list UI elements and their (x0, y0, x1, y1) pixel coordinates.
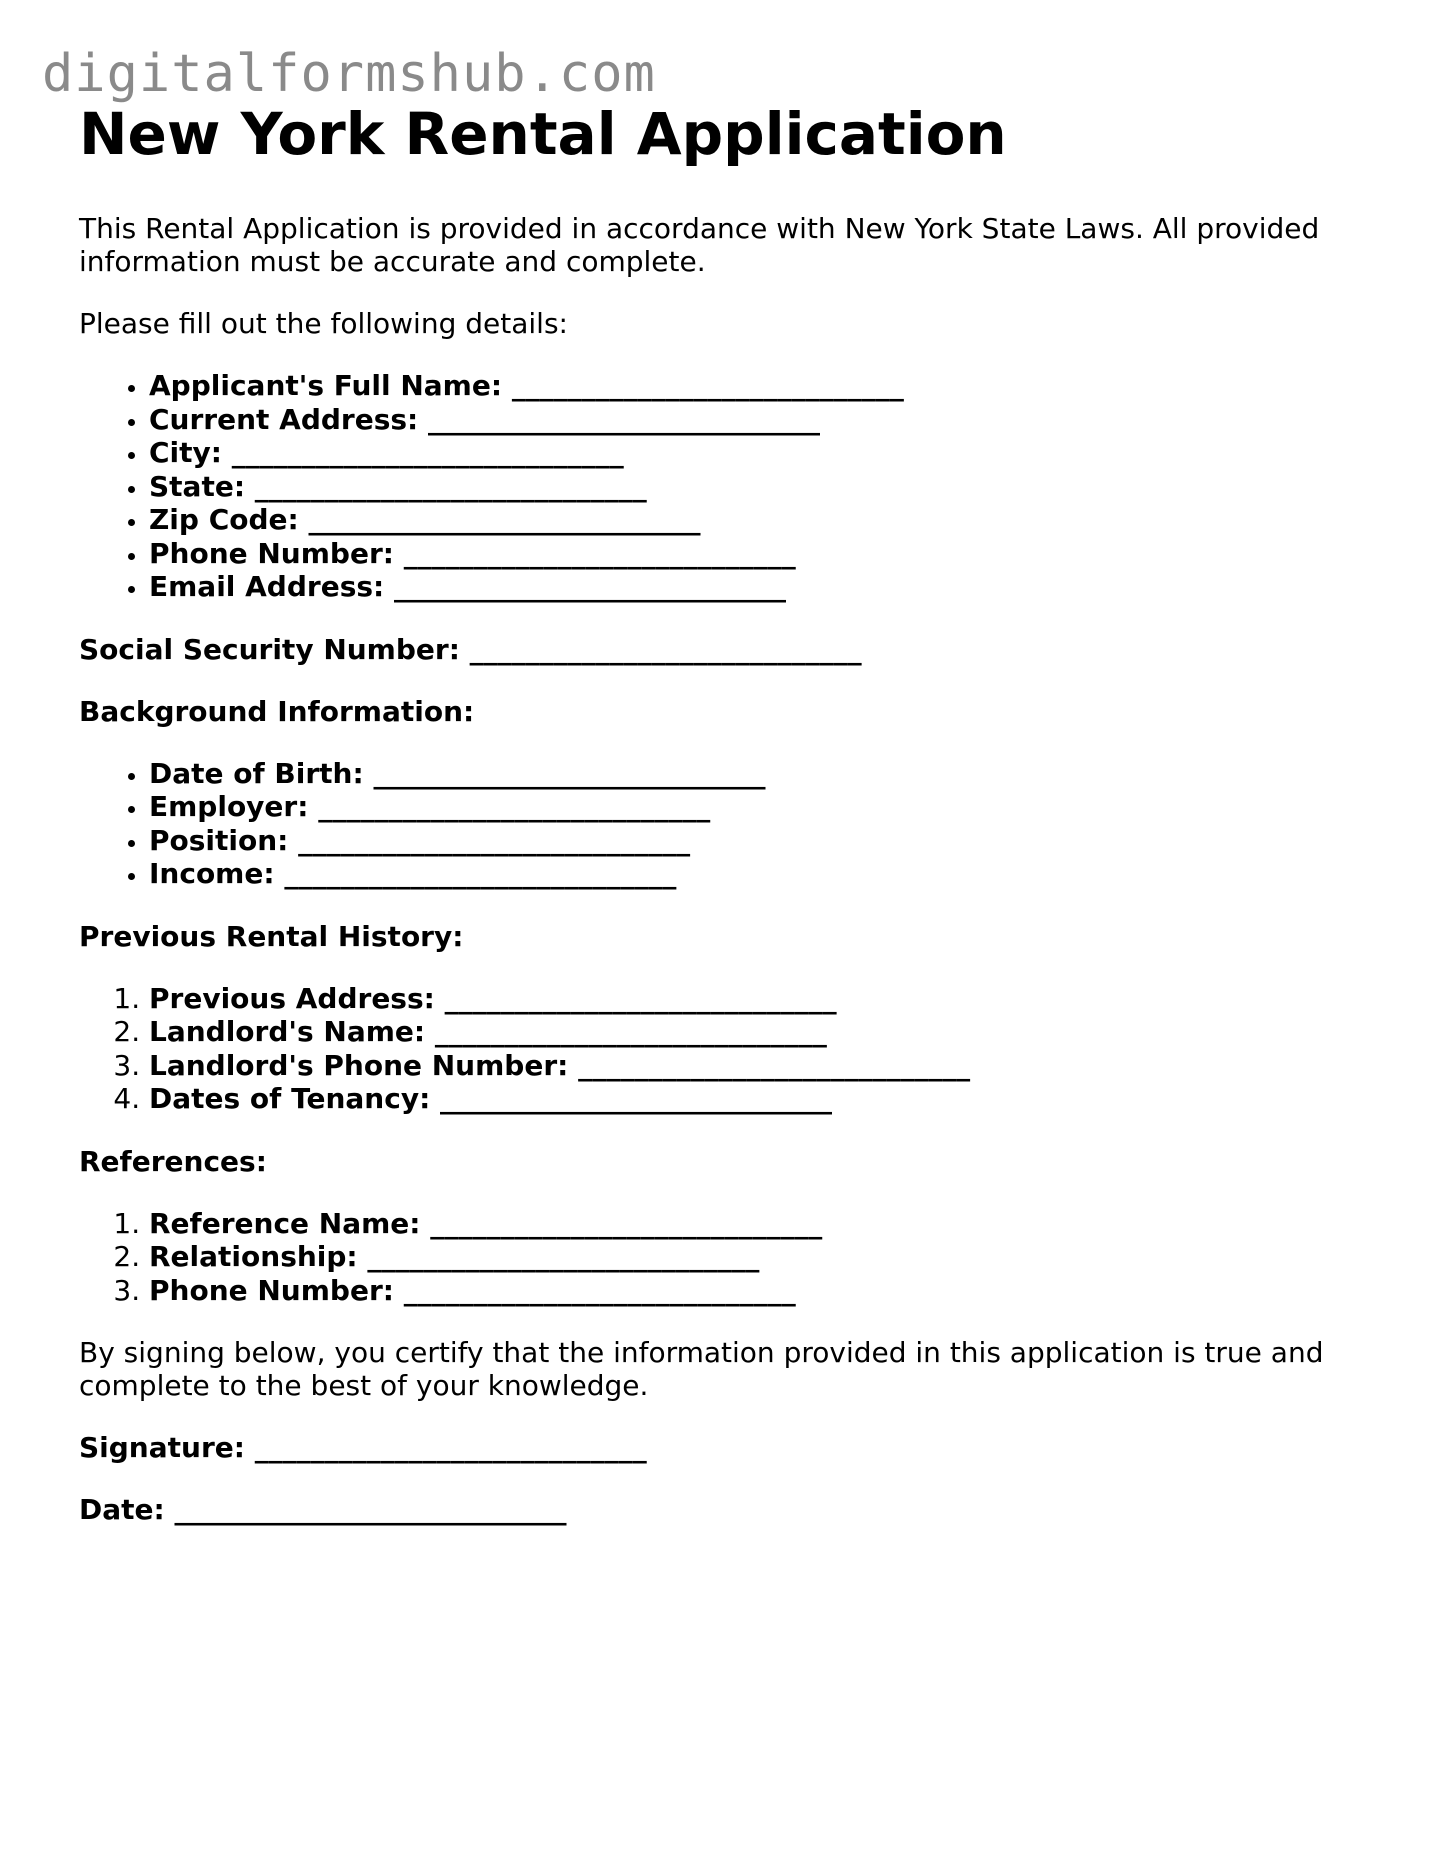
rental-history-list (79, 982, 1379, 1116)
blank-line[interactable]: ____________________________ (373, 756, 766, 790)
list-item (149, 369, 1379, 403)
applicant-fields-list (79, 369, 1379, 604)
blank-line[interactable]: ____________________________ (174, 1493, 567, 1526)
blank-line[interactable]: ____________________________ (440, 1082, 833, 1115)
blank-line[interactable]: ____________________________ (298, 823, 691, 857)
field-label: Employer: (149, 790, 309, 823)
blank-line[interactable]: ____________________________ (428, 402, 820, 436)
field-label: Email Address: (149, 570, 385, 603)
field-label: Signature: (79, 1431, 245, 1464)
field-label: Social Security Number: (79, 632, 460, 666)
list-item (149, 824, 1379, 858)
rental-history-heading: Previous Rental History: (79, 919, 464, 953)
field-label: Phone Number: (149, 1273, 394, 1307)
references-list (79, 1207, 1379, 1308)
date-field (79, 1493, 1379, 1526)
blank-line[interactable]: ____________________________ (367, 1240, 760, 1273)
blank-line[interactable]: ____________________________ (318, 790, 711, 823)
references-heading: References: (79, 1144, 267, 1178)
blank-line[interactable]: ____________________________ (578, 1048, 971, 1082)
field-label: Current Address: (149, 402, 419, 436)
list-item (149, 1240, 1379, 1274)
field-label: Landlord's Name: (149, 1015, 426, 1048)
background-fields-list (79, 757, 1379, 891)
blank-line[interactable]: ____________________________ (231, 436, 624, 469)
field-label: Income: (149, 857, 275, 890)
list-item (149, 757, 1379, 791)
field-label: Date of Birth: (149, 756, 364, 790)
list-item (149, 1082, 1379, 1116)
signature-field (79, 1431, 1379, 1464)
list-item (149, 1207, 1379, 1241)
blank-line[interactable]: ____________________________ (393, 570, 786, 603)
field-label: Zip Code: (149, 503, 299, 536)
document (79, 96, 1379, 1526)
list-item (149, 982, 1379, 1016)
ssn-field (79, 633, 1379, 666)
list-item (149, 537, 1379, 571)
field-label: Dates of Tenancy: (149, 1082, 431, 1115)
field-label: Landlord's Phone Number: (149, 1048, 569, 1082)
field-label: City: (149, 436, 222, 469)
certification-paragraph: By signing below, you certify that the information provided in this application is true and complete to the best of your knowledge. (79, 1336, 1324, 1402)
blank-line[interactable]: ____________________________ (308, 503, 701, 536)
blank-line[interactable]: ____________________________ (511, 369, 904, 402)
list-item (149, 1274, 1379, 1308)
watermark: digitalformshub.com (42, 44, 656, 104)
list-item (149, 790, 1379, 824)
field-label: Applicant's Full Name: (149, 369, 503, 402)
blank-line[interactable]: ____________________________ (403, 536, 796, 570)
blank-line[interactable]: ____________________________ (403, 1273, 796, 1307)
field-label: Phone Number: (149, 536, 394, 570)
blank-line[interactable]: ____________________________ (434, 1015, 827, 1048)
intro-paragraph: This Rental Application is provided in accordance with New York State Laws. All provided information must be accurate and complete. (79, 212, 1320, 278)
list-item (149, 1015, 1379, 1049)
page-title: New York Rental Application (79, 100, 1007, 168)
background-heading: Background Information: (79, 694, 475, 728)
list-item (149, 1049, 1379, 1083)
list-item (149, 857, 1379, 891)
field-label: Relationship: (149, 1240, 358, 1273)
list-item (149, 436, 1379, 470)
field-label: Date: (79, 1493, 165, 1526)
field-label: Reference Name: (149, 1206, 421, 1240)
list-item (149, 503, 1379, 537)
field-label: Previous Address: (149, 981, 435, 1015)
list-item (149, 470, 1379, 504)
blank-line[interactable]: ____________________________ (254, 1431, 647, 1464)
blank-line[interactable]: ____________________________ (284, 857, 677, 890)
blank-line[interactable]: ____________________________ (469, 632, 862, 666)
blank-line[interactable]: ____________________________ (430, 1206, 823, 1240)
field-label: State: (149, 469, 246, 503)
list-item (149, 403, 1379, 437)
list-item (149, 570, 1379, 604)
blank-line[interactable]: ____________________________ (444, 981, 837, 1015)
blank-line[interactable]: ____________________________ (254, 469, 647, 503)
field-label: Position: (149, 823, 289, 857)
fill-prompt: Please fill out the following details: (79, 307, 568, 340)
